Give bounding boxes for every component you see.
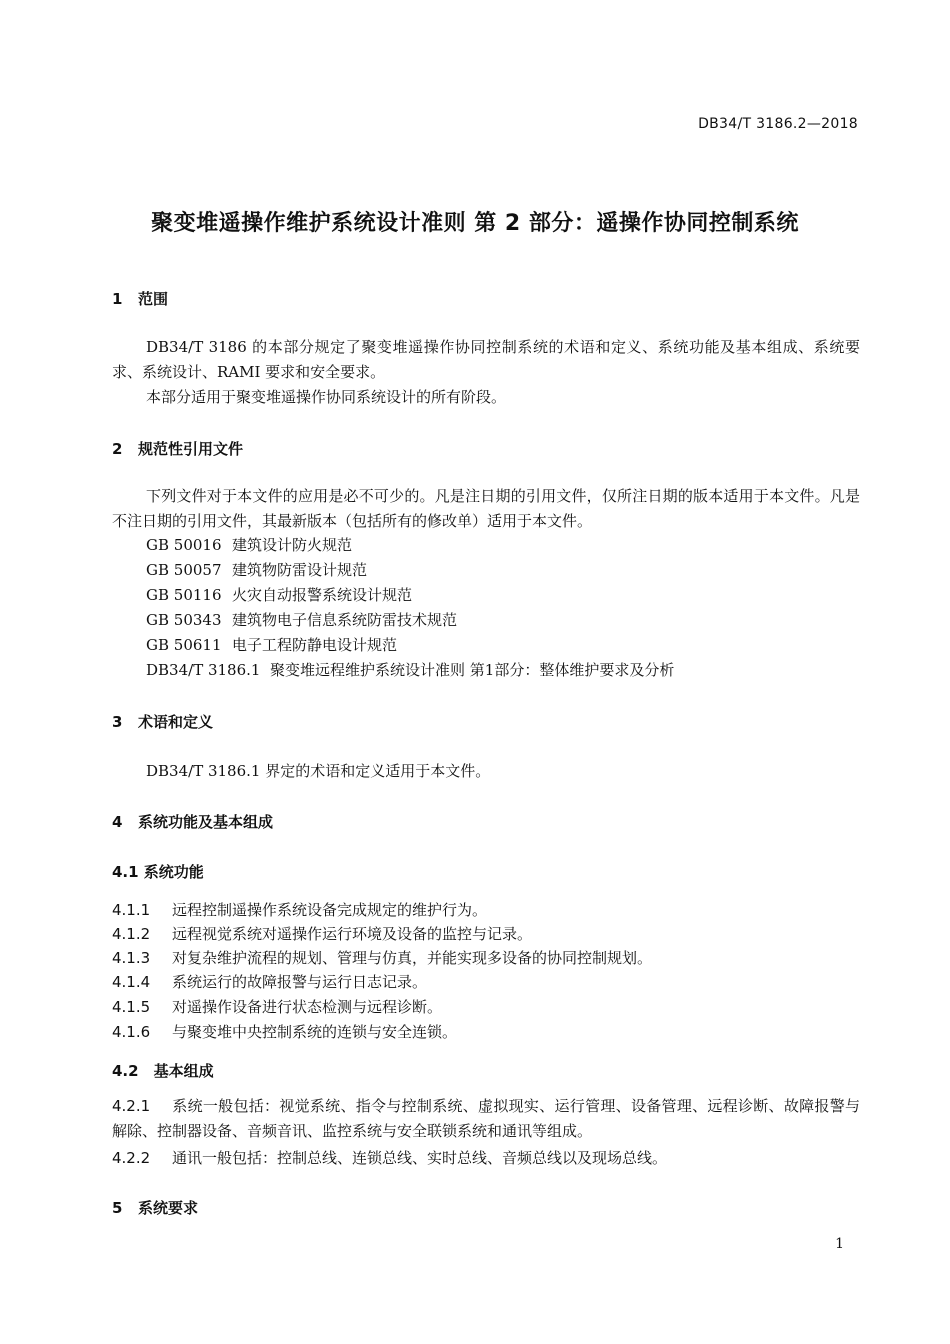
reference-item xyxy=(146,534,352,555)
reference-code: GB 50343 xyxy=(146,611,222,629)
section-1-paragraph-2: 本部分适用于聚变堆遥操作协同系统设计的所有阶段。 xyxy=(146,388,507,406)
clause-item xyxy=(112,1021,457,1042)
section-number: 2 xyxy=(112,440,123,458)
section-3-heading xyxy=(112,711,213,732)
clause-text: 系统一般包括：视觉系统、指令与控制系统、虚拟现实、运行管理、设备管理、远程诊断、故障报警与解除、控制器设备、音频音讯、监控系统与安全联锁系统和通讯等组成。 xyxy=(112,1097,860,1140)
clause-text: 远程控制遥操作系统设备完成规定的维护行为。 xyxy=(172,901,488,919)
section-number: 1 xyxy=(112,290,123,308)
subsection-4-1-heading: 4.1 系统功能 xyxy=(112,863,204,881)
section-title: 范围 xyxy=(138,290,169,308)
clause-number: 4.1.1 xyxy=(112,901,151,919)
section-5-heading xyxy=(112,1197,198,1218)
clause-number: 4.1.2 xyxy=(112,925,151,943)
reference-code: DB34/T 3186.1 xyxy=(146,661,261,679)
clause-number: 4.1.5 xyxy=(112,998,151,1016)
document-number: DB34/T 3186.2—2018 xyxy=(698,116,858,132)
reference-item xyxy=(146,634,397,655)
section-number: 3 xyxy=(112,713,123,731)
reference-name: 建筑设计防火规范 xyxy=(232,536,353,554)
section-1-paragraph-1: DB34/T 3186 的本部分规定了聚变堆遥操作协同控制系统的术语和定义、系统功能及基本组成、系统要求、系统设计、RAMI 要求和安全要求。 xyxy=(112,338,860,381)
clause-item xyxy=(112,923,532,944)
section-number: 4 xyxy=(112,813,123,831)
section-title: 系统功能及基本组成 xyxy=(138,813,274,831)
page-number: 1 xyxy=(835,1236,844,1252)
clause-number: 4.2.1 xyxy=(112,1097,151,1115)
section-title: 规范性引用文件 xyxy=(138,440,244,458)
section-1-heading xyxy=(112,288,168,309)
subsection-4-2-heading: 4.2 基本组成 xyxy=(112,1062,214,1080)
clause-text: 对遥操作设备进行状态检测与远程诊断。 xyxy=(172,998,443,1016)
section-2-paragraph-1: 下列文件对于本文件的应用是必不可少的。凡是注日期的引用文件，仅所注日期的版本适用于本文件。凡是不注日期的引用文件，其最新版本（包括所有的修改单）适用于本文件。 xyxy=(112,487,860,530)
reference-code: GB 50016 xyxy=(146,536,222,554)
clause-item xyxy=(112,971,427,992)
reference-code: GB 50116 xyxy=(146,586,222,604)
reference-name: 火灾自动报警系统设计规范 xyxy=(232,586,413,604)
clause-item xyxy=(112,947,652,968)
reference-name: 电子工程防静电设计规范 xyxy=(232,636,398,654)
reference-name: 聚变堆远程维护系统设计准则 第1部分：整体维护要求及分析 xyxy=(270,661,675,679)
reference-code: GB 50057 xyxy=(146,561,222,579)
section-2-heading xyxy=(112,438,243,459)
reference-name: 建筑物防雷设计规范 xyxy=(232,561,368,579)
clause-item xyxy=(112,996,442,1017)
clause-number: 4.1.4 xyxy=(112,973,151,991)
section-3-paragraph-1: DB34/T 3186.1 界定的术语和定义适用于本文件。 xyxy=(146,762,491,780)
reference-item xyxy=(146,584,412,605)
clause-text: 系统运行的故障报警与运行日志记录。 xyxy=(172,973,428,991)
clause-text: 对复杂维护流程的规划、管理与仿真，并能实现多设备的协同控制规划。 xyxy=(172,949,653,967)
clause-number: 4.1.6 xyxy=(112,1023,151,1041)
reference-name: 建筑物电子信息系统防雷技术规范 xyxy=(232,611,458,629)
section-4-heading xyxy=(112,811,273,832)
clause-item xyxy=(112,899,487,920)
clause-text: 通讯一般包括：控制总线、连锁总线、实时总线、音频总线以及现场总线。 xyxy=(172,1149,668,1167)
clause-number: 4.1.3 xyxy=(112,949,151,967)
clause-text: 远程视觉系统对遥操作运行环境及设备的监控与记录。 xyxy=(172,925,533,943)
reference-item xyxy=(146,559,367,580)
section-number: 5 xyxy=(112,1199,123,1217)
document-title: 聚变堆遥操作维护系统设计准则 第 2 部分：遥操作协同控制系统 xyxy=(151,211,799,236)
clause-text: 与聚变堆中央控制系统的连锁与安全连锁。 xyxy=(172,1023,458,1041)
section-title: 术语和定义 xyxy=(138,713,214,731)
section-title: 系统要求 xyxy=(138,1199,199,1217)
reference-code: GB 50611 xyxy=(146,636,222,654)
clause-item xyxy=(112,1147,667,1168)
clause-item xyxy=(112,1094,860,1144)
clause-number: 4.2.2 xyxy=(112,1149,151,1167)
reference-item xyxy=(146,659,674,680)
reference-item xyxy=(146,609,457,630)
